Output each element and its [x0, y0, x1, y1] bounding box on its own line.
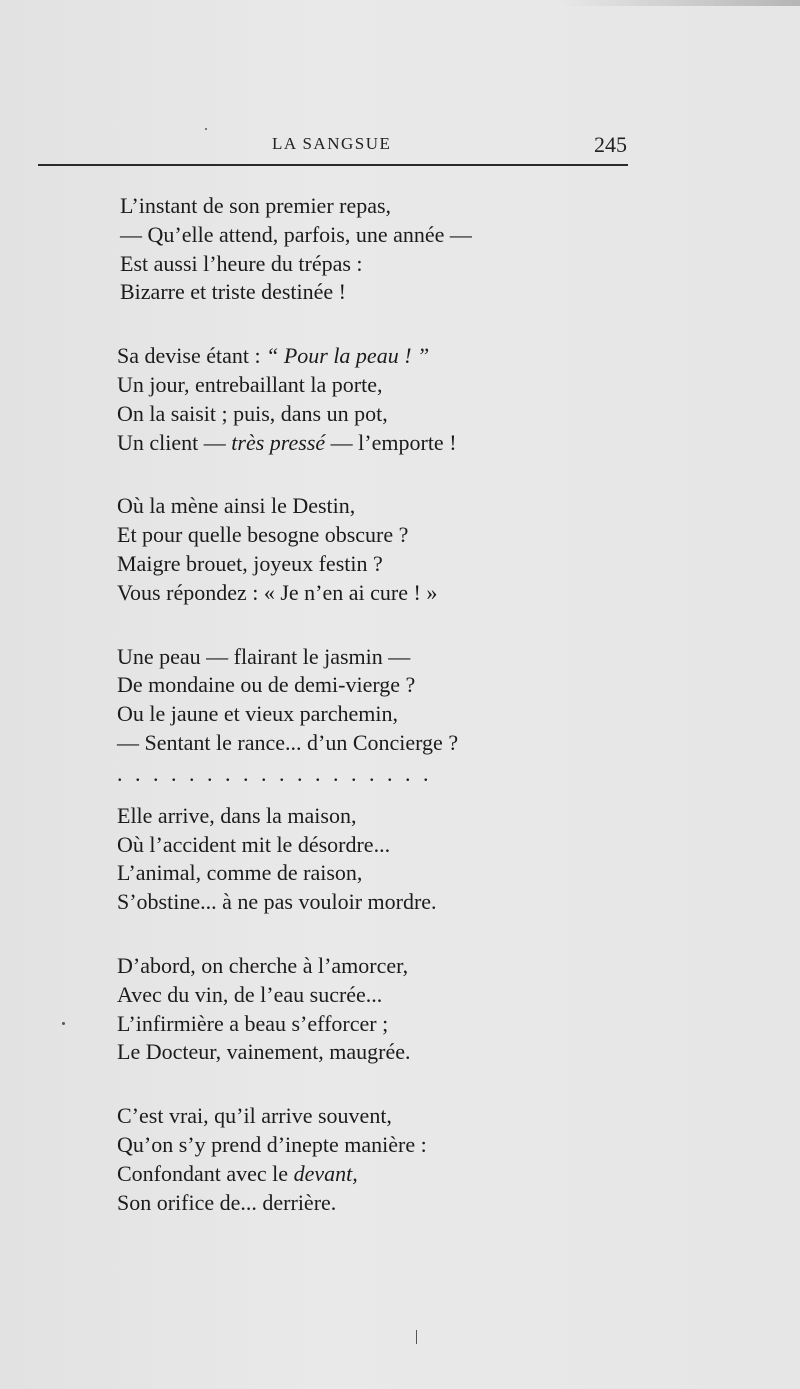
running-title: LA SANGSUE	[272, 134, 392, 153]
verse-quote: “ Pour la peau ! ”	[266, 343, 430, 369]
verse-line: Est aussi l’heure du trépas :	[120, 250, 363, 276]
verse-emphasis: très pressé	[231, 429, 326, 455]
stanza-4	[117, 643, 617, 758]
header-rule	[38, 164, 628, 166]
verse-line: Une peau — flairant le jasmin —	[117, 643, 411, 669]
verse-line: Bizarre et triste destinée !	[120, 279, 347, 305]
stanza-1	[117, 192, 617, 307]
poem	[117, 192, 617, 1252]
verse-line: L’animal, comme de raison,	[117, 860, 363, 886]
paper-speck	[416, 1330, 417, 1344]
verse-line: Et pour quelle besogne obscure ?	[117, 522, 409, 548]
stanza-6	[117, 952, 617, 1067]
verse-line: Ou le jaune et vieux parchemin,	[117, 701, 399, 727]
page-edge-shadow	[560, 0, 800, 6]
verse-line: Où la mène ainsi le Destin,	[117, 493, 356, 519]
page-number: 245	[594, 132, 627, 157]
verse-line: — Sentant le rance... d’un Concierge ?	[117, 729, 459, 755]
verse-line: De mondaine ou de demi-vierge ?	[117, 672, 416, 698]
verse-line: Qu’on s’y prend d’inepte manière :	[117, 1131, 427, 1157]
stanza-2	[117, 342, 617, 457]
page-header	[38, 128, 628, 168]
verse-text: Confondant avec le	[117, 1160, 294, 1186]
verse-line: Vous répondez : « Je n’en ai cure ! »	[117, 579, 438, 605]
verse-line: D’abord, on cherche à l’amorcer,	[117, 952, 409, 978]
verse-line: C’est vrai, qu’il arrive souvent,	[117, 1103, 392, 1129]
verse-line: Où l’accident mit le désordre...	[117, 831, 391, 857]
verse-line: Avec du vin, de l’eau sucrée...	[117, 981, 383, 1007]
verse-line: Le Docteur, vainement, maugrée.	[117, 1039, 411, 1065]
verse-line: Maigre brouet, joyeux festin ?	[117, 550, 383, 576]
verse-text: Sa devise étant :	[117, 343, 267, 369]
verse-text: — l’emporte !	[325, 429, 457, 455]
verse-line: On la saisit ; puis, dans un pot,	[117, 400, 388, 426]
verse-line	[117, 342, 617, 371]
paper-speck	[62, 1022, 65, 1025]
verse-line: Son orifice de... derrière.	[117, 1189, 337, 1215]
stanza-7	[117, 1102, 617, 1217]
stanza-3	[117, 492, 617, 607]
verse-line: — Qu’elle attend, parfois, une année —	[120, 221, 472, 247]
stanza-5	[117, 802, 617, 917]
verse-line	[117, 429, 617, 458]
verse-line: L’infirmière a beau s’efforcer ;	[117, 1010, 389, 1036]
verse-line: Un jour, entrebaillant la porte,	[117, 371, 383, 397]
paper-speck	[205, 128, 207, 130]
verse-line	[117, 1160, 617, 1189]
verse-text: Un client —	[117, 429, 232, 455]
verse-emphasis: devant,	[293, 1160, 358, 1186]
ellipsis-separator: ..................	[117, 760, 441, 786]
verse-line: Elle arrive, dans la maison,	[117, 802, 357, 828]
verse-line: S’obstine... à ne pas vouloir mordre.	[117, 889, 437, 915]
verse-line: L’instant de son premier repas,	[120, 193, 392, 218]
